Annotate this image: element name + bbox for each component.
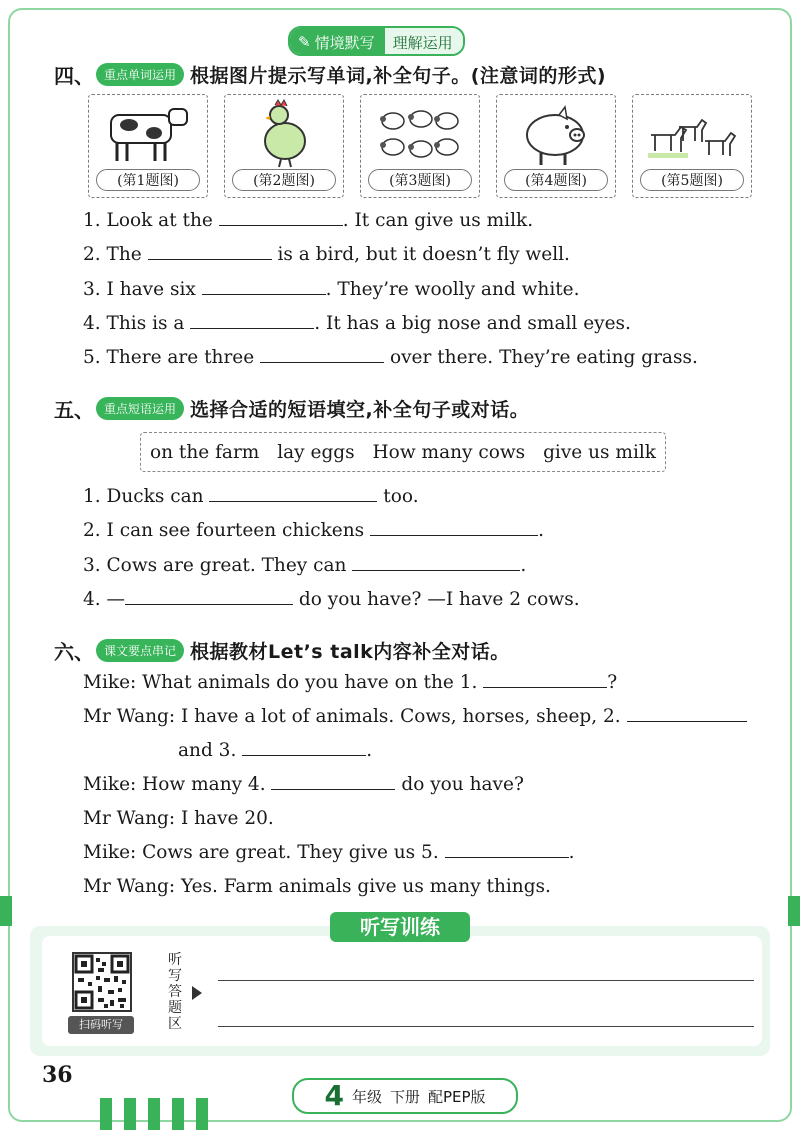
- picture-2: [224, 94, 344, 198]
- grade-number: 4: [324, 1079, 344, 1112]
- s5-item-1: 1. Ducks can too.: [83, 486, 419, 507]
- grade-badge: [292, 1078, 518, 1114]
- picture-caption: (第5题图): [640, 169, 744, 191]
- qr-code-icon[interactable]: [72, 952, 132, 1012]
- picture-3: [360, 94, 480, 198]
- phrase-option: on the farm: [149, 441, 260, 463]
- answer-blank[interactable]: [352, 569, 520, 571]
- phrase-option: give us milk: [543, 441, 657, 463]
- section4-title: 四、 重点单词运用 根据图片提示写单词,补全句子。(注意词的形式): [54, 64, 607, 88]
- dictation-answer-label: 听写答题区: [168, 952, 182, 1032]
- picture-caption: (第1题图): [96, 169, 200, 191]
- qr-label: 扫码听写: [68, 1016, 134, 1034]
- picture-row: [88, 94, 754, 198]
- writing-line[interactable]: [218, 980, 754, 981]
- picture-caption: (第3题图): [368, 169, 472, 191]
- picture-5: [632, 94, 752, 198]
- s4-item-1: 1. Look at the . It can give us milk.: [83, 210, 534, 231]
- s6-line-1: Mike: What animals do you have on the 1. ?: [83, 672, 618, 693]
- edition-label: 配PEP版: [427, 1087, 486, 1106]
- phrase-option: How many cows: [372, 441, 526, 463]
- picture-caption: (第2题图): [232, 169, 336, 191]
- answer-blank[interactable]: [219, 224, 343, 226]
- left-side-tab: [0, 896, 12, 926]
- s4-item-5: 5. There are three over there. They’re eating grass.: [83, 347, 698, 368]
- writing-line[interactable]: [218, 1026, 754, 1027]
- section5-tag: 重点短语运用: [96, 397, 184, 420]
- answer-blank[interactable]: [148, 258, 272, 260]
- answer-blank[interactable]: [627, 720, 747, 722]
- s4-item-3: 3. I have six . They’re woolly and white.: [83, 279, 580, 300]
- grade-suffix: 年级: [351, 1087, 382, 1106]
- dictation-title: 听写训练: [330, 912, 470, 942]
- section6-tag: 课文要点串记: [96, 639, 184, 662]
- phrase-option: lay eggs: [277, 441, 355, 463]
- picture-4: [496, 94, 616, 198]
- s6-line-4: Mike: How many 4. do you have?: [83, 774, 524, 795]
- answer-blank[interactable]: [271, 788, 395, 790]
- picture-1: [88, 94, 208, 198]
- sheep-icon: [371, 99, 469, 169]
- pen-icon: ✎: [298, 33, 311, 51]
- answer-blank[interactable]: [242, 754, 366, 756]
- dictation-card: [42, 936, 762, 1046]
- picture-caption: (第4题图): [504, 169, 608, 191]
- volume-label: 下册: [389, 1087, 420, 1106]
- answer-blank[interactable]: [202, 293, 326, 295]
- badge-right: 理解运用: [385, 28, 463, 54]
- s4-item-4: 4. This is a . It has a big nose and small eyes.: [83, 313, 631, 334]
- answer-blank[interactable]: [190, 327, 314, 329]
- answer-blank[interactable]: [209, 500, 377, 502]
- s5-item-3: 3. Cows are great. They can .: [83, 555, 527, 576]
- answer-blank[interactable]: [260, 361, 384, 363]
- s5-item-2: 2. I can see fourteen chickens .: [83, 520, 544, 541]
- section5-title: 五、 重点短语运用 选择合适的短语填空,补全句子或对话。: [54, 398, 530, 422]
- horses-icon: [643, 99, 741, 169]
- answer-blank[interactable]: [125, 603, 293, 605]
- header-badge: [288, 26, 465, 56]
- s6-line-6: Mike: Cows are great. They give us 5. .: [83, 842, 575, 863]
- s6-line-3: and 3. .: [178, 740, 373, 761]
- right-side-tab: [788, 896, 800, 926]
- s4-item-2: 2. The is a bird, but it doesn’t fly well.: [83, 244, 570, 265]
- pig-icon: [507, 99, 605, 169]
- arrow-right-icon: [192, 986, 202, 1000]
- s6-line-5: Mr Wang: I have 20.: [83, 808, 274, 829]
- cow-icon: [99, 99, 197, 169]
- answer-blank[interactable]: [445, 856, 569, 858]
- section4-tag: 重点单词运用: [96, 63, 184, 86]
- hen-icon: [235, 99, 333, 169]
- s6-line-2: Mr Wang: I have a lot of animals. Cows, horses, sheep, 2.: [83, 706, 747, 727]
- section6-title: 六、 课文要点串记 根据教材Let’s talk内容补全对话。: [54, 640, 510, 664]
- s5-item-4: 4. — do you have? —I have 2 cows.: [83, 589, 580, 610]
- phrase-bank: [140, 432, 666, 472]
- s6-line-7: Mr Wang: Yes. Farm animals give us many things.: [83, 876, 551, 897]
- page-number: 36: [42, 1062, 73, 1088]
- answer-blank[interactable]: [370, 534, 538, 536]
- answer-blank[interactable]: [483, 686, 607, 688]
- badge-left: ✎ 情境默写: [290, 28, 385, 54]
